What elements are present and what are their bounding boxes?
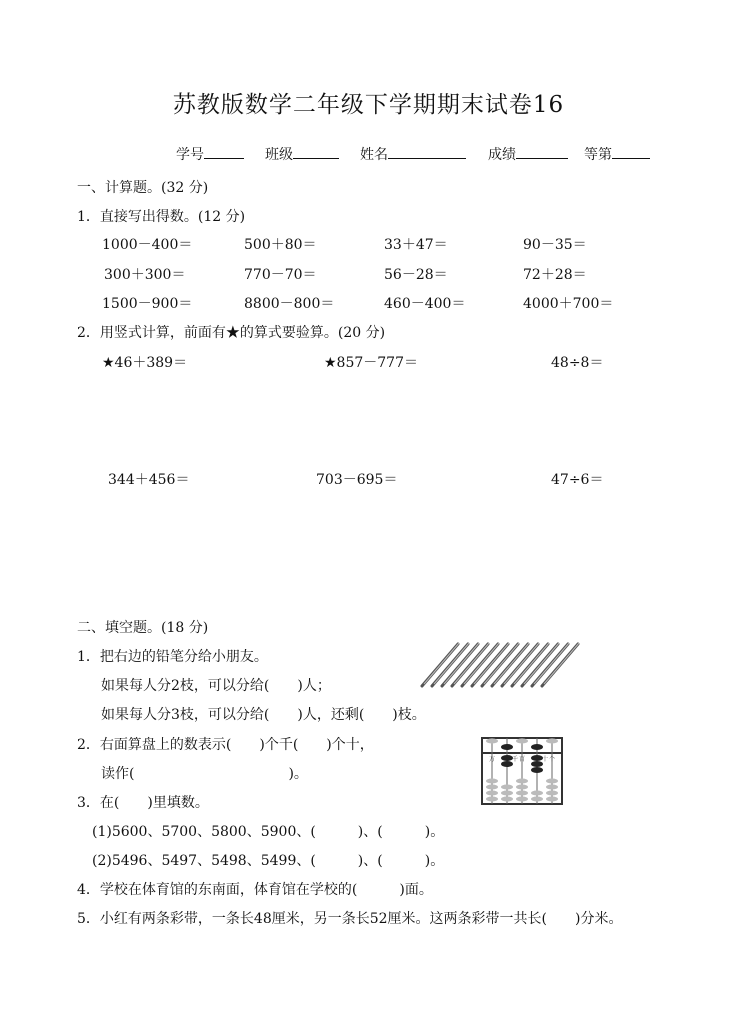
page-title: 苏教版数学二年级下学期期末试卷16 — [172, 92, 565, 118]
calc-r1c1: 1000－400＝ — [102, 237, 193, 253]
s2-q5: 5．小红有两条彩带，一条长48厘米，另一条长52厘米。这两条彩带一共长( )分米。 — [77, 911, 623, 927]
abacus-image — [480, 736, 564, 806]
abacus-label-shi: 十 — [541, 756, 549, 763]
s2-q3-label: 3．在( )里填数。 — [77, 795, 209, 811]
s2-q3-line2: (2)5496、5497、5498、5499、( )、( )。 — [92, 853, 445, 869]
info-student-no — [176, 144, 244, 164]
score-blank[interactable] — [516, 144, 568, 159]
class-label: 班级 — [265, 147, 293, 163]
vert-r2c3: 47÷6＝ — [551, 472, 604, 488]
grade-label: 等第 — [584, 147, 612, 163]
calc-r2c4: 72＋28＝ — [523, 267, 587, 283]
vert-r1c1: ★46＋389＝ — [102, 355, 188, 371]
grade-blank[interactable] — [612, 144, 650, 159]
s1-q1-label: 1．直接写出得数。(12 分) — [77, 209, 246, 225]
vert-r1c3: 48÷8＝ — [551, 355, 604, 371]
info-grade — [584, 144, 650, 164]
info-class — [265, 144, 339, 164]
student-no-blank[interactable] — [204, 144, 244, 159]
section-1-heading: 一、计算题。(32 分) — [77, 180, 209, 196]
abacus-label-wan: 万 — [488, 756, 496, 763]
calc-r1c2: 500＋80＝ — [244, 237, 317, 253]
calc-r2c1: 300＋300＝ — [104, 267, 186, 283]
abacus-label-bai: 百 — [518, 756, 526, 763]
score-label: 成绩 — [488, 147, 516, 163]
s2-q3-line1: (1)5600、5700、5800、5900、( )、( )。 — [92, 824, 445, 840]
vert-r2c1: 344＋456＝ — [108, 472, 190, 488]
calc-r1c3: 33＋47＝ — [384, 237, 448, 253]
s2-q1-label: 1．把右边的铅笔分给小朋友。 — [77, 649, 268, 665]
s1-q2-label: 2．用竖式计算，前面有★的算式要验算。(20 分) — [77, 325, 386, 341]
abacus-label-ge: 个 — [548, 756, 556, 763]
calc-r2c3: 56－28＝ — [384, 267, 448, 283]
abacus-label-qian: 千 — [511, 756, 519, 763]
vert-r1c2: ★857－777＝ — [324, 355, 418, 371]
student-no-label: 学号 — [176, 147, 204, 163]
s2-q4: 4．学校在体育馆的东南面，体育馆在学校的( )面。 — [77, 882, 433, 898]
s2-q2-line1: 2．右面算盘上的数表示( )个千( )个十， — [77, 737, 374, 753]
vert-r2c2: 703－695＝ — [316, 472, 398, 488]
section-2-heading: 二、填空题。(18 分) — [77, 620, 209, 636]
info-name — [360, 144, 466, 164]
calc-r3c3: 460－400＝ — [384, 296, 466, 312]
calc-r1c4: 90－35＝ — [523, 237, 587, 253]
calc-r3c4: 4000＋700＝ — [523, 296, 614, 312]
s2-q1-line1: 如果每人分2枝，可以分给( )人； — [101, 678, 331, 694]
pencils-image — [418, 640, 588, 690]
class-blank[interactable] — [293, 144, 339, 159]
calc-r3c1: 1500－900＝ — [102, 296, 193, 312]
name-label: 姓名 — [360, 147, 388, 163]
calc-r3c2: 8800－800＝ — [244, 296, 335, 312]
info-score — [488, 144, 568, 164]
name-blank[interactable] — [388, 144, 466, 159]
s2-q2-line2: 读作( )。 — [101, 766, 308, 782]
s2-q1-line2: 如果每人分3枝，可以分给( )人，还剩( )枝。 — [101, 707, 426, 723]
calc-r2c2: 770－70＝ — [244, 267, 317, 283]
